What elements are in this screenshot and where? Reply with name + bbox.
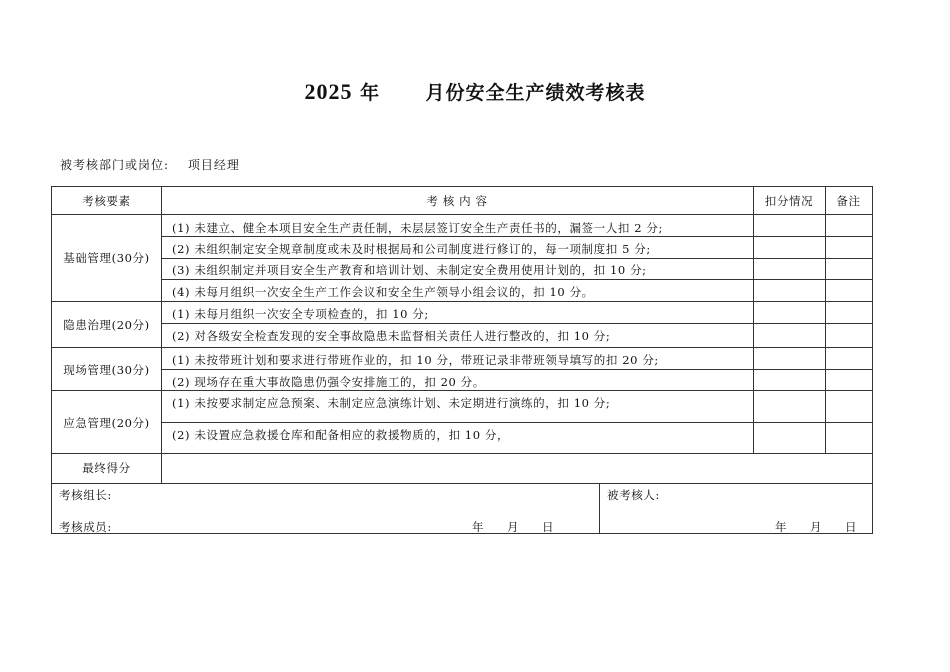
date-day: 日 — [542, 520, 555, 534]
list-item: (4) 未每月组织一次安全生产工作会议和安全生产领导小组会议的，扣 10 分。 — [172, 285, 594, 299]
list-item: (2) 现场存在重大事故隐患仍强令安排施工的，扣 20 分。 — [172, 375, 485, 389]
assessed-label: 被考核人: — [607, 488, 660, 502]
date-month: 月 — [810, 520, 823, 534]
leader-label: 考核组长: — [59, 488, 112, 502]
members-label: 考核成员: — [59, 520, 112, 534]
list-item: (2) 对各级安全检查发现的安全事故隐患未监督相关责任人进行整改的，扣 10 分; — [172, 329, 611, 343]
subject-value: 项目经理 — [187, 158, 240, 172]
list-item: (1) 未按带班计划和要求进行带班作业的，扣 10 分，带班记录非带班领导填写的扣 20 分; — [172, 353, 659, 367]
page-title — [0, 78, 950, 105]
list-item: (1) 未按要求制定应急预案、未制定应急演练计划、未定期进行演练的，扣 10 分; — [172, 396, 611, 410]
list-item: (3) 未组织制定并项目安全生产教育和培训计划、未制定安全费用使用计划的，扣 10 分; — [172, 263, 647, 277]
title-year-suffix: 年 — [360, 82, 381, 104]
date-month: 月 — [507, 520, 520, 534]
section-name: 隐患治理(20分) — [63, 318, 150, 332]
title-year: 2025 — [304, 79, 353, 104]
list-item: (2) 未设置应急救援仓库和配备相应的救援物质的，扣 10 分， — [172, 428, 510, 442]
header-element: 考核要素 — [82, 194, 131, 208]
date-day: 日 — [845, 520, 858, 534]
title-name: 月份安全生产绩效考核表 — [425, 82, 646, 104]
header-content: 考 核 内 容 — [426, 194, 488, 208]
assessed-subject — [60, 156, 240, 173]
section-name: 基础管理(30分) — [63, 251, 150, 265]
list-item: (1) 未建立、健全本项目安全生产责任制，未层层签订安全生产责任书的，漏签一人扣 2 分; — [172, 221, 663, 235]
section-name: 现场管理(30分) — [63, 363, 150, 377]
final-score-label: 最终得分 — [82, 461, 131, 475]
date-year: 年 — [472, 520, 485, 534]
header-remark: 备注 — [836, 194, 861, 208]
assessment-table — [51, 186, 873, 534]
list-item: (1) 未每月组织一次安全专项检查的，扣 10 分; — [172, 307, 429, 321]
date-year: 年 — [775, 520, 788, 534]
section-name: 应急管理(20分) — [63, 416, 150, 430]
header-deduction: 扣分情况 — [764, 194, 814, 208]
list-item: (2) 未组织制定安全规章制度或未及时根据局和公司制度进行修订的，每一项制度扣 5 分; — [172, 242, 651, 256]
subject-label: 被考核部门或岗位: — [60, 158, 170, 172]
